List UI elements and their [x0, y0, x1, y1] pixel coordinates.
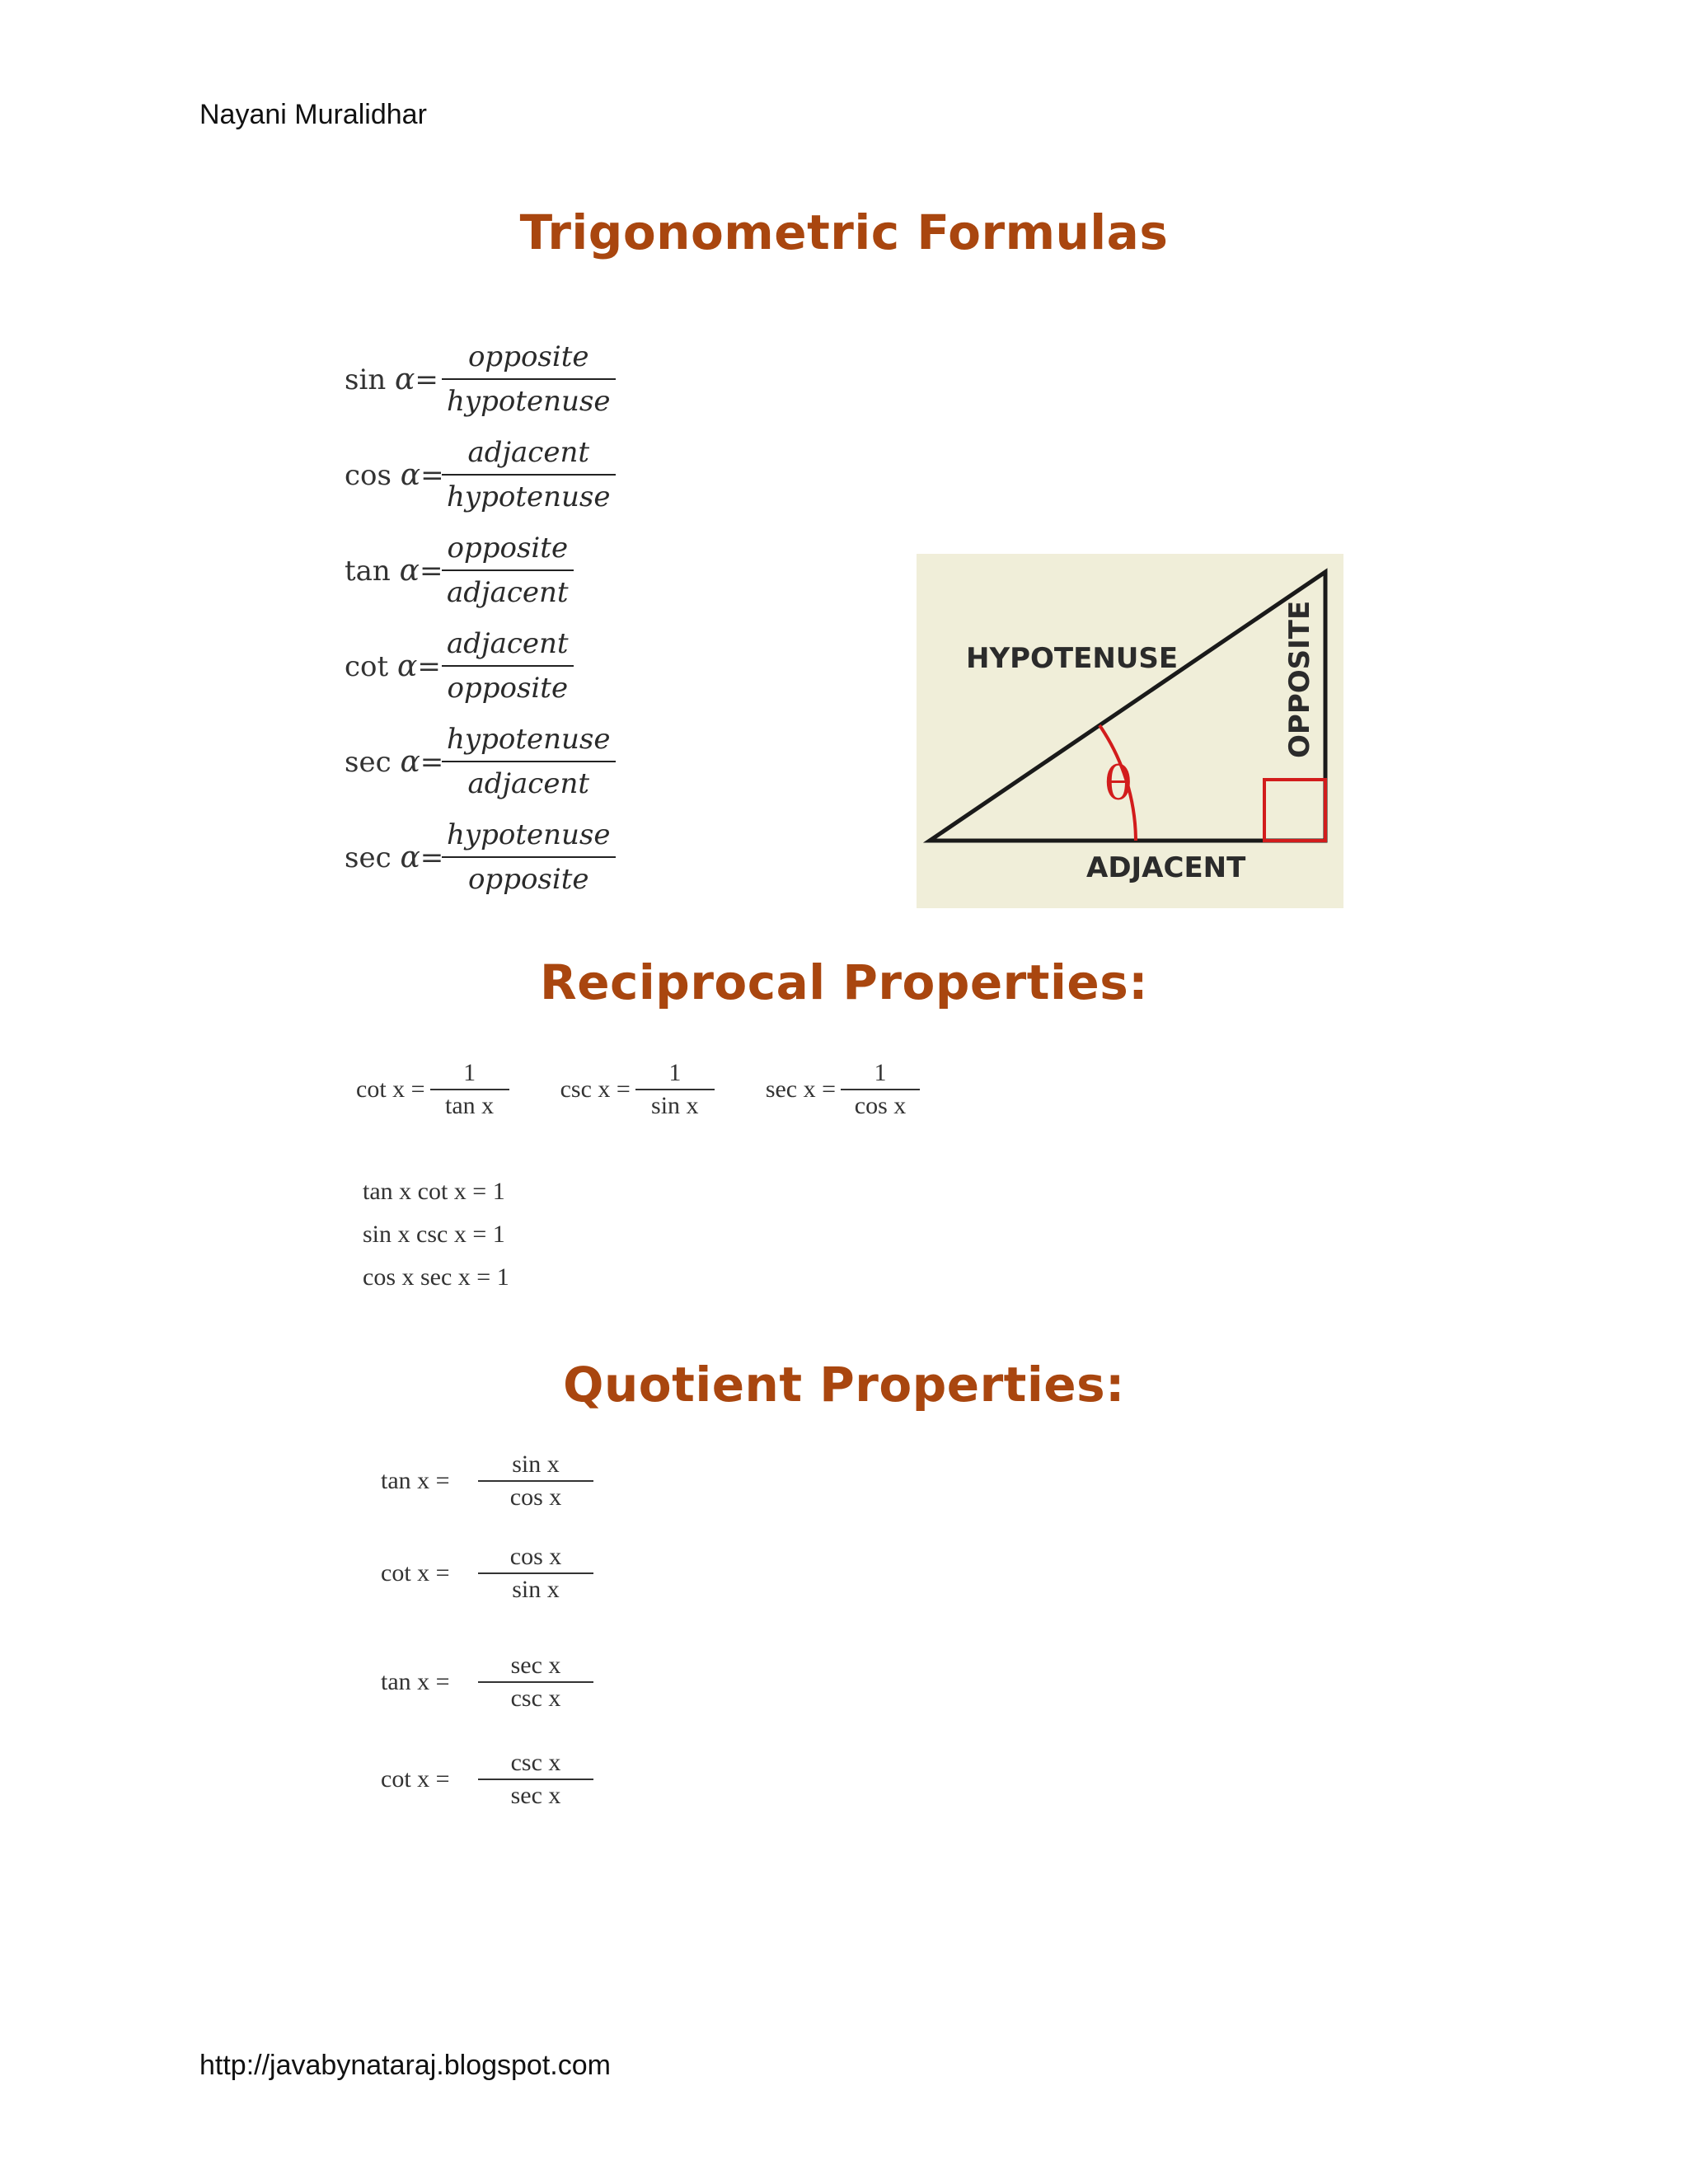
page-title: Trigonometric Formulas: [519, 204, 1169, 260]
definition-sin: sin α= $\frac{\text{opposite}}{\text{hypotenuse}}$: [345, 331, 616, 427]
quotient-cot-cos-sin: cot x = $\frac{\text{cos x}}{\text{sin x}}$: [381, 1543, 593, 1604]
reciprocal-products: [363, 1170, 509, 1299]
quotient-cot-csc-sec: cot x = $\frac{\text{csc x}}{\text{sec x}}$: [381, 1749, 593, 1810]
author-name: Nayani Muralidhar: [199, 99, 427, 130]
reciprocal-sec: sec x = $\frac{1}{\text{cos x}}$: [766, 1059, 920, 1120]
definition-cot: cot α= $\frac{\text{adjacent}}{\text{opposite}}$: [345, 618, 616, 714]
reciprocal-csc: csc x = $\frac{1}{\text{sin x}}$: [560, 1059, 715, 1120]
right-triangle-figure: [917, 554, 1343, 908]
reciprocal-heading: Reciprocal Properties:: [540, 954, 1148, 1010]
footer-url[interactable]: http://javabynataraj.blogspot.com: [199, 2050, 611, 2081]
quotient-tan-sin-cos: tan x = $\frac{\text{sin x}}{\text{cos x}}$: [381, 1451, 593, 1511]
product-tan-cot: tan x cot x = 1: [363, 1178, 505, 1205]
hypotenuse-label: HYPOTENUSE: [966, 642, 1179, 675]
definition-cos: cos α= $\frac{\text{adjacent}}{\text{hypotenuse}}$: [345, 427, 616, 523]
angle-theta-label: θ: [1104, 757, 1132, 811]
adjacent-label: ADJACENT: [1086, 851, 1246, 884]
definition-sec-opposite: sec α= $\frac{\text{hypotenuse}}{\text{opposite}}$: [345, 809, 616, 905]
product-cos-sec: cos x sec x = 1: [363, 1263, 509, 1291]
reciprocal-cot: cot x = $\frac{1}{\text{tan x}}$: [356, 1059, 509, 1120]
product-sin-csc: sin x csc x = 1: [363, 1221, 505, 1248]
opposite-label: OPPOSITE: [1283, 600, 1316, 758]
quotient-tan-sec-csc: tan x = $\frac{\text{sec x}}{\text{csc x}}$: [381, 1652, 593, 1713]
definition-sec: sec α= $\frac{\text{hypotenuse}}{\text{adjacent}}$: [345, 714, 616, 809]
reciprocal-fractions: [356, 1059, 920, 1120]
definition-tan: tan α= $\frac{\text{opposite}}{\text{adjacent}}$: [345, 523, 616, 618]
definitions-list: [345, 331, 616, 905]
quotient-heading: Quotient Properties:: [563, 1357, 1125, 1413]
